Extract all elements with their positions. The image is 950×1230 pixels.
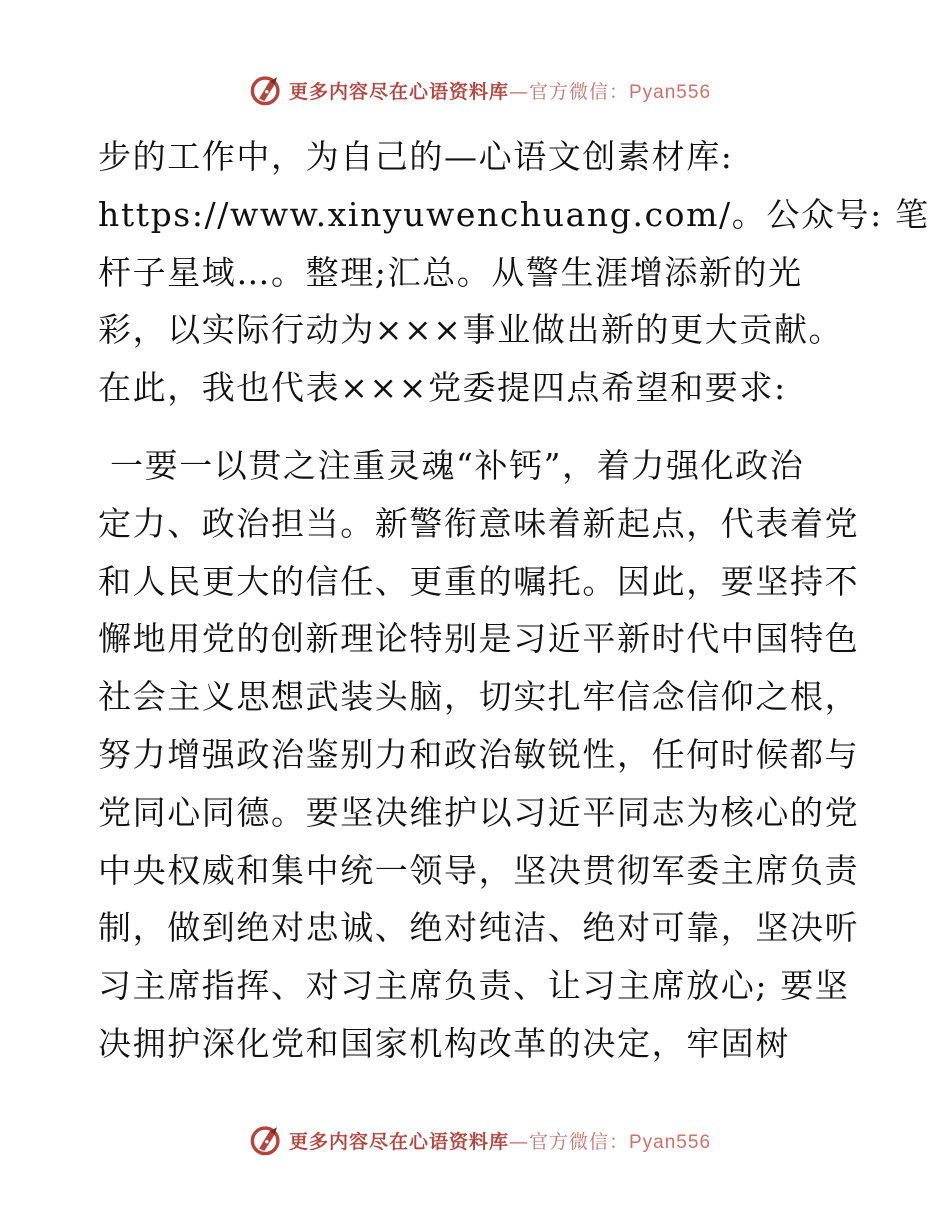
banner-main-text: 更多内容尽在心语资料库 xyxy=(288,80,509,103)
text-line: 步的工作中，为自己的—心语文创素材库: xyxy=(98,137,734,176)
text-line: 制，做到绝对忠诚、绝对纯洁、绝对可靠，坚决听 xyxy=(98,908,860,948)
banner-wechat-label: 官方微信： xyxy=(528,1130,629,1153)
footer-banner-inner xyxy=(249,1123,711,1157)
text-line: 杆子星域…。整理;汇总。从警生涯增添新的光 xyxy=(98,252,803,292)
text-line: 努力增强政治鉴别力和政治敏锐性，任何时候都与 xyxy=(98,734,860,774)
pen-nib-logo-icon xyxy=(249,1123,283,1157)
header-banner xyxy=(0,70,950,110)
text-line: 一要一以贯之注重灵魂“补钙”，着力强化政治 xyxy=(110,445,805,485)
pen-nib-logo-icon xyxy=(249,73,283,107)
text-line: 习主席指挥、对习主席负责、让习主席放心; 要坚 xyxy=(98,966,850,1006)
text-line: 定力、政治担当。新警衔意味着新起点，代表着党 xyxy=(98,503,860,543)
paragraph-1 xyxy=(98,128,930,417)
banner-main-text: 更多内容尽在心语资料库 xyxy=(288,1130,509,1153)
text-line: 彩，以实际行动为×××事业做出新的更大贡献。 xyxy=(98,310,844,350)
header-banner-inner xyxy=(249,73,711,107)
document-body xyxy=(98,128,930,1073)
banner-wechat-id: Pyan556 xyxy=(629,81,712,103)
text-line: 中央权威和集中统一领导，坚决贯彻军委主席负责 xyxy=(98,850,860,890)
text-line: 和人民更大的信任、更重的嘱托。因此，要坚持不 xyxy=(98,561,860,601)
text-line: 党同心同德。要坚决维护以习近平同志为核心的党 xyxy=(98,792,860,832)
text-line: https://www.xinyuwenchuang.com/。公众号: 笔 xyxy=(98,194,930,234)
text-line: 懈地用党的创新理论特别是习近平新时代中国特色 xyxy=(98,619,860,659)
paragraph-gap xyxy=(98,417,858,437)
banner-wechat-label: 官方微信： xyxy=(528,80,629,103)
footer-banner xyxy=(0,1120,950,1160)
paragraph-2 xyxy=(98,437,858,1073)
banner-separator: — xyxy=(508,1130,529,1153)
text-line: 决拥护深化党和国家机构改革的决定，牢固树 xyxy=(98,1023,790,1063)
text-line: 社会主义思想武装头脑，切实扎牢信念信仰之根， xyxy=(98,677,860,717)
text-line: 在此，我也代表×××党委提四点希望和要求: xyxy=(98,368,787,408)
banner-wechat-id: Pyan556 xyxy=(629,1131,712,1153)
header-banner-text xyxy=(289,77,711,104)
footer-banner-text xyxy=(289,1127,711,1154)
banner-separator: — xyxy=(508,80,529,103)
